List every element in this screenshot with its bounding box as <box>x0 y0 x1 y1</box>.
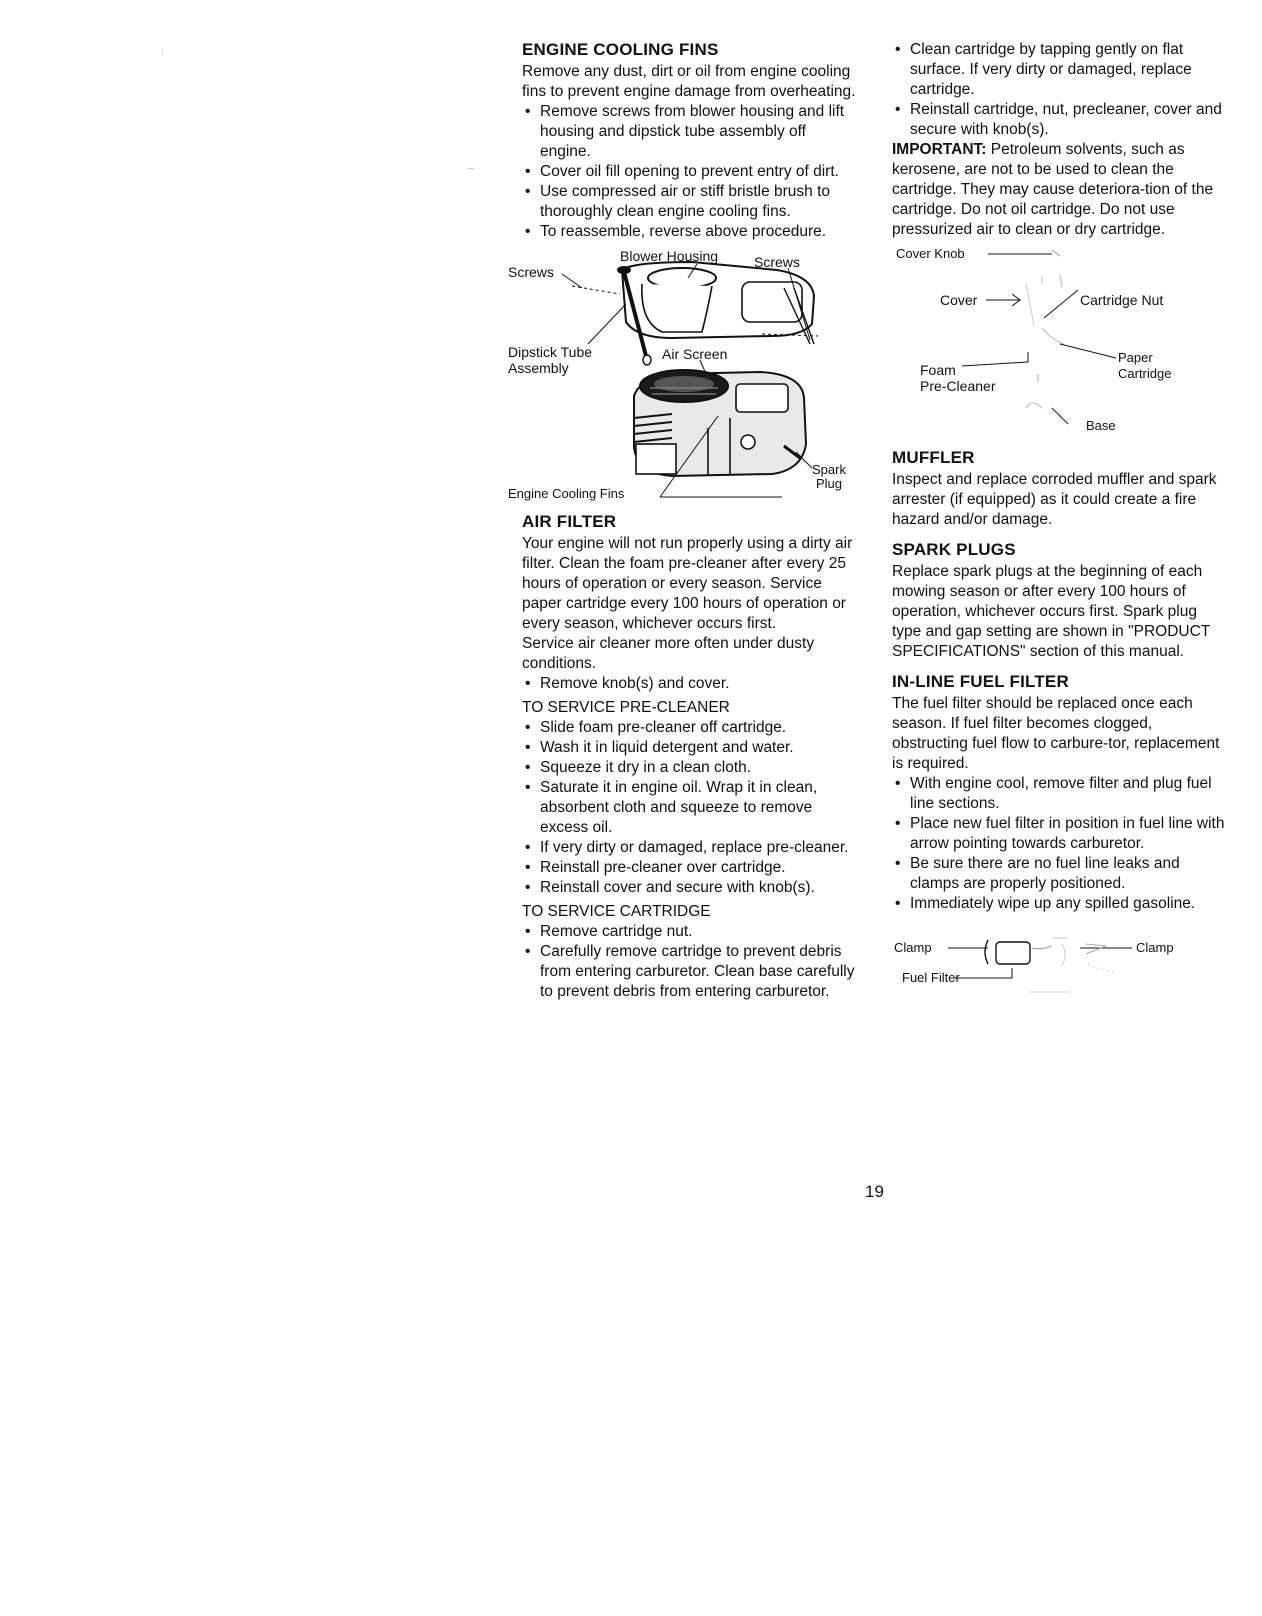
left-column <box>508 40 860 1002</box>
fuel-filter-figure <box>892 924 1230 1000</box>
list-item: • To reassemble, reverse above procedure. <box>522 222 860 242</box>
figure-label: Screws <box>508 264 554 280</box>
figure-label: Cartridge Nut <box>1080 292 1164 308</box>
list-item: • Carefully remove cartridge to prevent debris from entering carburetor. Clean base carefully to prevent debris from entering carburetor. <box>522 942 860 1002</box>
list-item: • If very dirty or damaged, replace pre-cleaner. <box>522 838 860 858</box>
paragraph: The fuel filter should be replaced once each season. If fuel filter becomes clogged, obstructing fuel flow to carbure-tor, replacement is required. <box>892 695 1220 772</box>
figure-label: Screws <box>754 254 800 270</box>
right-column <box>892 40 1230 1008</box>
bullet-list <box>522 922 860 1002</box>
section-heading: MUFFLER <box>892 448 975 467</box>
bullet-list <box>522 102 860 242</box>
list-item: • Cover oil fill opening to prevent entry of dirt. <box>522 162 860 182</box>
figure-label: Fuel Filter <box>902 970 960 985</box>
figure-label: Clamp <box>1136 940 1174 955</box>
scan-mark <box>162 50 163 56</box>
list-item: • Immediately wipe up any spilled gasoline. <box>892 894 1230 914</box>
list-item: • Remove screws from blower housing and lift housing and dipstick tube assembly off engine. <box>522 102 860 162</box>
engine-illustration <box>522 248 860 504</box>
engine-figure <box>508 248 860 504</box>
list-item: • Saturate it in engine oil. Wrap it in clean, absorbent cloth and squeeze to remove excess oil. <box>522 778 860 838</box>
figure-label: Dipstick Tube <box>508 344 593 360</box>
fuel-filter-section <box>892 672 1230 1000</box>
important-text: Petroleum solvents, such as kerosene, are not to be used to clean the cartridge. They may cause deteriora-tion of the cartridge. Do not oil cartridge. Do not use pressurized air to clean or dry cartridge. <box>892 141 1214 238</box>
figure-label: Spark <box>812 462 846 477</box>
section-heading: SPARK PLUGS <box>892 540 1016 559</box>
engine-cooling-fins-section <box>508 40 860 504</box>
bullet-list <box>892 40 1230 140</box>
list-item: • Reinstall pre-cleaner over cartridge. <box>522 858 860 878</box>
bullet-list <box>522 718 860 898</box>
figure-label: Paper <box>1118 350 1153 365</box>
figure-label: Air Screen <box>662 346 728 362</box>
subheading: TO SERVICE CARTRIDGE <box>522 903 711 920</box>
paragraph: Service air cleaner more often under dusty conditions. <box>522 635 815 672</box>
list-item: • Wash it in liquid detergent and water. <box>522 738 860 758</box>
section-heading: ENGINE COOLING FINS <box>522 40 719 59</box>
air-filter-section <box>522 512 860 1002</box>
list-item: • Remove cartridge nut. <box>522 922 860 942</box>
bullet-list <box>522 674 860 694</box>
section-heading: IN-LINE FUEL FILTER <box>892 672 1069 691</box>
scan-mark <box>468 168 474 169</box>
paragraph: Remove any dust, dirt or oil from engine cooling fins to prevent engine damage from overheating. <box>522 63 856 100</box>
paragraph: Inspect and replace corroded muffler and spark arrester (if equipped) as it could create a fire hazard and/or damage. <box>892 471 1217 528</box>
important-label: IMPORTANT: <box>892 141 987 158</box>
fuel-filter-illustration <box>892 924 1230 1000</box>
spark-plugs-section <box>892 540 1230 662</box>
figure-label: Blower Housing <box>620 248 719 264</box>
page-number: 19 <box>865 1182 884 1201</box>
list-item: • Use compressed air or stiff bristle brush to thoroughly clean engine cooling fins. <box>522 182 860 222</box>
list-item: • With engine cool, remove filter and plug fuel line sections. <box>892 774 1230 814</box>
list-item: • Be sure there are no fuel line leaks and clamps are properly positioned. <box>892 854 1230 894</box>
figure-label: Engine Cooling Fins <box>508 486 625 501</box>
figure-label: Pre-Cleaner <box>920 378 996 394</box>
paragraph: Replace spark plugs at the beginning of each mowing season or after every 100 hours of operation, whichever occurs first. Spark plug type and gap setting are shown in "PRODUCT SPECIFICATIONS" section of this manual. <box>892 563 1210 660</box>
list-item: • Reinstall cover and secure with knob(s). <box>522 878 860 898</box>
figure-label: Assembly <box>508 360 569 376</box>
figure-label: Clamp <box>894 940 932 955</box>
air-filter-illustration <box>892 244 1230 440</box>
subheading: TO SERVICE PRE-CLEANER <box>522 699 730 716</box>
list-item: • Remove knob(s) and cover. <box>522 674 860 694</box>
figure-label: Foam <box>920 362 956 378</box>
list-item: • Slide foam pre-cleaner off cartridge. <box>522 718 860 738</box>
bullet-list <box>892 774 1230 914</box>
list-item: • Squeeze it dry in a clean cloth. <box>522 758 860 778</box>
figure-label: Base <box>1086 418 1116 433</box>
figure-label: Cover <box>940 292 978 308</box>
paragraph: Your engine will not run properly using a dirty air filter. Clean the foam pre-cleaner after every 25 hours of operation or every season. Service paper cartridge every 100 hours of operation or every season, whichever occurs first. <box>522 535 853 632</box>
list-item: • Place new fuel filter in position in fuel line with arrow pointing towards carburetor. <box>892 814 1230 854</box>
list-item: • Clean cartridge by tapping gently on flat surface. If very dirty or damaged, replace cartridge. <box>892 40 1230 100</box>
air-filter-figure <box>892 244 1230 440</box>
list-item: • Reinstall cartridge, nut, precleaner, cover and secure with knob(s). <box>892 100 1230 140</box>
figure-label: Plug <box>816 476 843 491</box>
section-heading: AIR FILTER <box>522 512 617 531</box>
figure-label: Cartridge <box>1118 366 1172 381</box>
important-note <box>892 140 1230 240</box>
muffler-section <box>892 448 1230 530</box>
figure-label: Cover Knob <box>896 246 965 261</box>
